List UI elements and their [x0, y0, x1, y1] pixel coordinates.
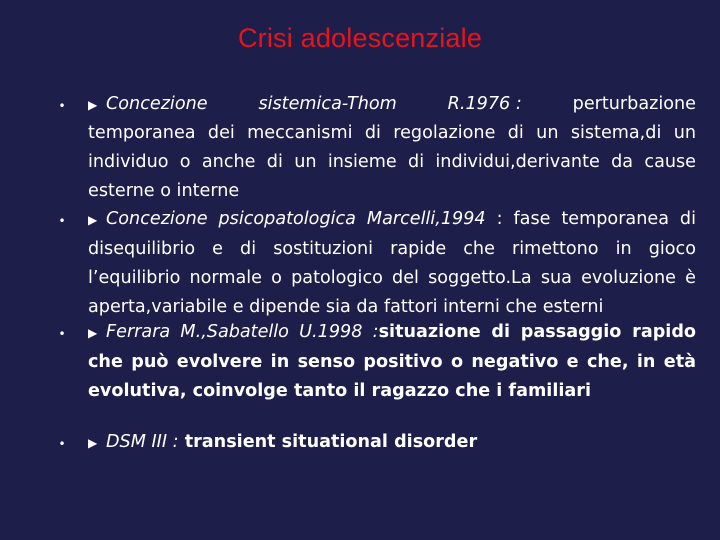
arrow-icon: ▶	[88, 326, 98, 340]
bullet-dot: •	[58, 214, 66, 228]
bullet-dot: •	[58, 437, 66, 451]
bullet-source: R.1976 :	[447, 94, 522, 114]
bullet-dot: •	[58, 99, 66, 113]
bullet-body	[88, 205, 696, 322]
bullet-source: Ferrara M.,Sabatello U.1998 :	[106, 322, 379, 342]
bullet-text: perturbazione	[572, 94, 696, 114]
bullet-text: temporanea dei meccanismi di regolazione di un sistema,di un individuo o anche di un insieme di individui,derivante da cause esterne o interne	[88, 123, 696, 201]
bullet-source: Concezione psicopatologica Marcelli,1994	[106, 209, 486, 229]
bullet-heading	[88, 90, 696, 120]
bullet-text: transient situational disorder	[178, 432, 478, 452]
bullet-text: situazione di passaggio rapido che può evolvere in senso positivo o negativo e che, in età evolutiva, coinvolge tanto il ragazzo che i familiari	[88, 322, 696, 401]
bullet-source: sistemica-Thom	[258, 94, 397, 114]
bullet-source: Concezione	[106, 94, 208, 114]
bullet-body	[88, 318, 696, 406]
arrow-icon: ▶	[88, 436, 98, 450]
bullet-dot: •	[58, 327, 66, 341]
bullet-text: fase temporanea di disequilibrio e di sostituzioni rapide che rimettono in gioco l’equilibrio normale o patologico del soggetto.La sua evoluzione è aperta,variabile e dipende sia da fattori interni che esterni	[88, 209, 696, 317]
arrow-icon: ▶	[88, 213, 98, 227]
bullet-separator: :	[485, 209, 514, 229]
bullet-source: DSM III :	[106, 432, 179, 452]
arrow-icon: ▶	[88, 98, 98, 112]
bullet-body	[88, 428, 696, 458]
slide-title: Crisi adolescenziale	[237, 23, 483, 53]
